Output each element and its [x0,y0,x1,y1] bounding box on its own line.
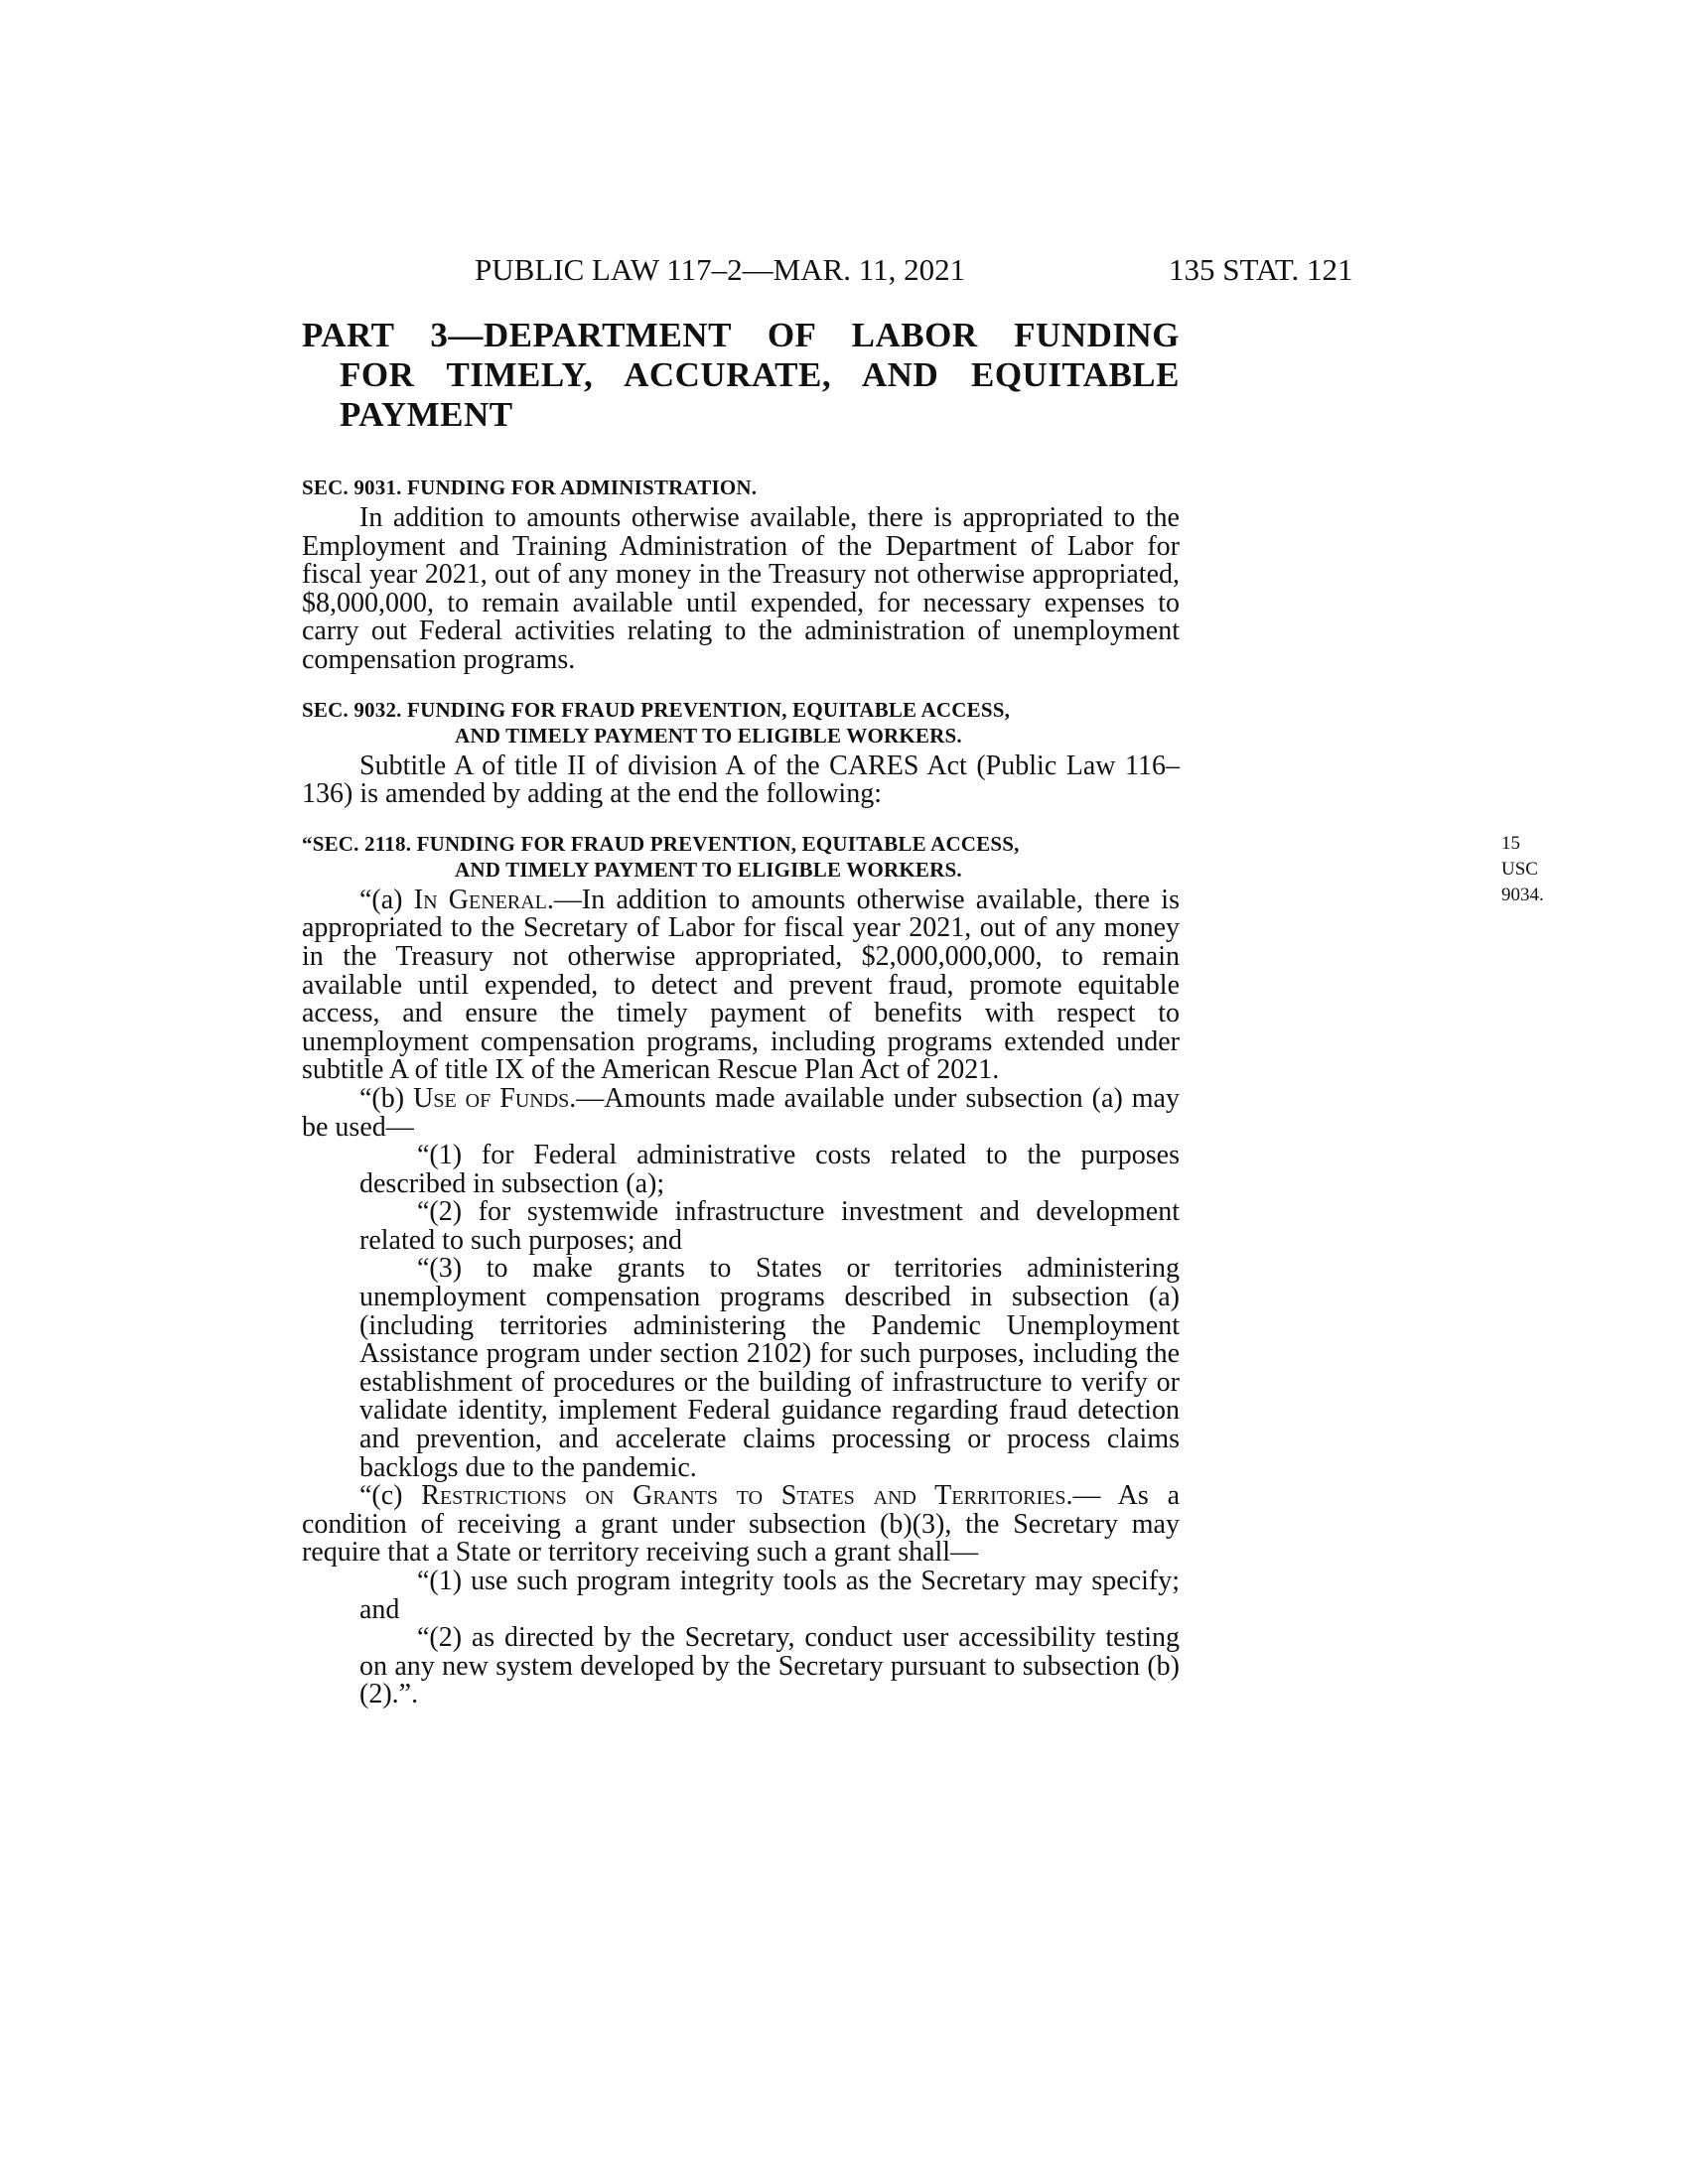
paragraph-b-1: “(1) for Federal administrative costs related to the purposes described in subsection (a); [359,1140,1180,1199]
subsection-a-text: .—In addition to amounts otherwise available, there is appropriated to the Secretary of Labor for fiscal year 2021, out of any money in the Treasury not otherwise appropriated, $2,000,000,000, to remain available until expended, to detect and prevent fraud, promote equitable access, and ensure the timely payment of benefits with respect to unemployment compensation programs, including programs extended under subtitle A of title IX of the American Rescue Plan Act of 2021. [302,884,1180,1086]
subsection-a-caption: In General [413,884,547,915]
subsection-c [302,1482,1180,1568]
section-9032-body: Subtitle A of title II of division A of the CARES Act (Public Law 116–136) is amended by adding at the end the following: [302,750,1180,810]
subsection-a [302,884,1180,1086]
page-body [302,316,1544,1710]
subsection-b [302,1082,1180,1143]
part-title-line-1: PART 3—DEPARTMENT OF LABOR FUNDING [302,316,1180,354]
subsection-b-text: .—Amounts made available under subsection (a) may be used— [302,1082,1180,1143]
subsection-b-prefix: “(b) [359,1082,414,1114]
section-9032-heading-line-1: SEC. 9032. FUNDING FOR FRAUD PREVENTION, EQUITABLE ACCESS, [302,697,1011,722]
running-head-stat-page: 135 STAT. 121 [1169,252,1353,287]
running-head-law: PUBLIC LAW 117–2—MAR. 11, 2021 [475,252,966,287]
paragraph-c-2: “(2) as directed by the Secretary, conduct user accessibility testing on any new system developed by the Secretary pursuant to subsection (b)(2).”. [359,1622,1180,1710]
section-2118 [302,831,1544,1710]
section-2118-heading-line-1: “SEC. 2118. FUNDING FOR FRAUD PREVENTION, EQUITABLE ACCESS, [302,831,1020,856]
section-2118-heading [302,831,1180,883]
section-9032-heading [302,697,1180,749]
subsection-a-prefix: “(a) [359,884,414,915]
paragraph-b-2: “(2) for systemwide infrastructure investment and development related to such purposes; and [359,1196,1180,1256]
section-9032-heading-line-2: AND TIMELY PAYMENT TO ELIGIBLE WORKERS. [455,723,962,748]
part-title-line-3: PAYMENT [340,395,513,434]
section-9031-heading: SEC. 9031. FUNDING FOR ADMINISTRATION. [302,476,758,499]
subsection-c-caption: Restrictions on Grants to States and Territories [421,1480,1066,1512]
part-title [302,316,1180,435]
subsection-c-text: .— As a condition of receiving a grant under subsection (b)(3), the Secretary may require that a State or territory receiving such a grant shall— [302,1480,1180,1569]
margin-citation: 15 USC 9034. [1501,832,1544,905]
section-9031-body: In addition to amounts otherwise available, there is appropriated to the Employment and Training Administration of the Department of Labor for fiscal year 2021, out of any money in the Treasury not otherwise appropriated, $8,000,000, to remain available until expended, for necessary expenses to carry out Federal activities relating to the administration of unemployment compensation programs. [302,502,1180,675]
paragraph-b-3: “(3) to make grants to States or territories administering unemployment compensation programs described in subsection (a) (including territories administering the Pandemic Unemployment Assistance program under section 2102) for such purposes, including the establishment of procedures or the building of infrastructure to verify or validate identity, implement Federal guidance regarding fraud detection and prevention, and accelerate claims processing or process claims backlogs due to the pandemic. [359,1253,1180,1483]
running-head [0,250,1688,290]
subsection-c-prefix: “(c) [359,1480,422,1512]
part-title-line-2: FOR TIMELY, ACCURATE, AND EQUITABLE [340,355,1180,394]
paragraph-c-1: “(1) use such program integrity tools as the Secretary may specify; and [359,1566,1180,1625]
subsection-b-caption: Use of Funds [413,1082,570,1114]
section-2118-heading-line-2: AND TIMELY PAYMENT TO ELIGIBLE WORKERS. [455,857,962,882]
